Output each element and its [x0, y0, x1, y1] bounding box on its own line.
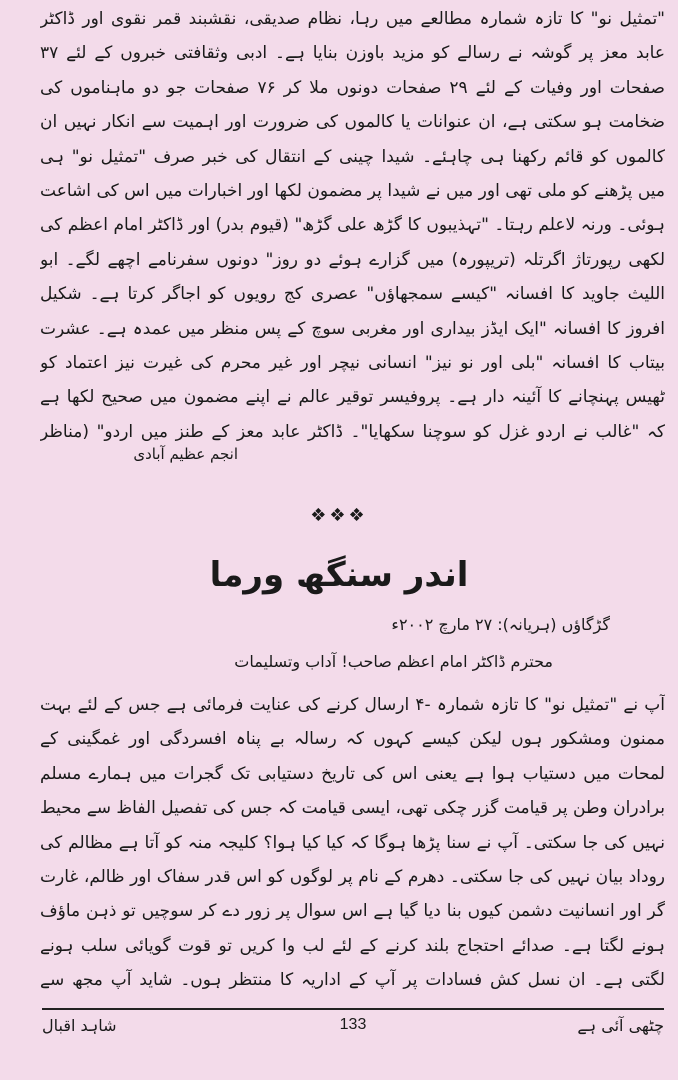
letter-paragraph: آپ نے "تمثیل نو" کا تازہ شمارہ -۴ ارسال کرنے کی عنایت فرمائی ہے جس کے لئے بہت ممنون ومشکور ہوں لیکن کیسے کہوں کہ رسالہ بے پناہ افسردگی اور غمگینی کے لمحات میں دستیاب ہوا ہے یعنی اس کی تاریخ دستیابی تک گجرات میں ہمارے مسلم برادران وطن پر قیامت گزر چکی تھی، ایسی قیامت کہ جس کی تفصیل الفاظ سے محیط نہیں کی جا سکتی۔ آپ نے سنا پڑھا ہوگا کہ کیا کیا ہوا؟ کلیجہ منہ کو آتا ہے مظالم کی روداد بیان نہیں کی جا سکتی۔ دھرم کے نام پر لوگوں کو اس قدر سفاک اور ظالم، غارت گر اور انسانیت دشمن کیوں بنا دیا گیا ہے اس سوال پر زور دے کر سوچیں تو ذہن ماؤف ہونے لگتا ہے۔ صدائے احتجاج بلند کرنے کے لئے لب وا کریں تو قوت گویائی سلب ہونے لگتی ہے۔ ان نسل کش فسادات پر آپ کے اداریہ کا منتظر ہوں۔ شاید آپ مجھ سے: [40, 695, 665, 991]
letter-salutation: محترم ڈاکٹر امام اعظم صاحب! آداب وتسلیمات: [234, 652, 553, 671]
letter-paragraph: "تمثیل نو" کا تازہ شمارہ مطالعے میں رہا، نظام صدیقی، نقشبند قمر نقوی اور ڈاکٹر عابد معز پر گوشہ نے رسالے کو مزید باوزن بنایا ہے۔ ادبی وثقافتی خبروں کے لئے ۳۷ صفحات اور وفیات کے لئے ۲۹ صفحات دونوں ملا کر ۷۶ صفحات جو دو ماہناموں کی ضخامت ہو سکتی ہے، ان عنوانات یا کالموں کی ضرورت اور اہمیت سے انکار نہیں ان کالموں کو قائم رکھنا ہی چاہئے۔ شیدا چینی کے انتقال کی خبر صرف "تمثیل نو" ہی میں پڑھنے کو ملی تھی اور میں نے شیدا پر مضمون لکھا اور اخبارات میں اس کی اشاعت ہوئی۔ ورنہ لاعلم رہتا۔ "تہذیبوں کا گڑھ علی گڑھ" (قیوم بدر) اور ڈاکٹر امام اعظم کی لکھی رپورتاژ اگرتلہ (تریپورہ) میں گزارے ہوئے دو روز" دونوں سفرنامے اچھے لگے۔ ابو اللیث جاوید کا افسانہ "کیسے سمجھاؤں" عصری کج رویوں کو اجاگر کرتا ہے۔ شکیل افروز کا افسانہ "ایک ایڈز بیداری اور مغربی سوچ کے پس منظر میں عمدہ ہے۔ عشرت بیتاب کا افسانہ "بلی اور نو نیز" انسانی نیچر اور غیر محرم کی غیرت نیز اعتماد کو ٹھیس پہنچانے کا آئینہ دار ہے۔ پروفیسر توقیر عالم نے اپنے مضمون میں صحیح لکھا ہے کہ "غالب نے اردو غزل کو سوچنا سکھایا"۔ ڈاکٹر عابد معز کے طنز میں اردو" (مناظر: [40, 9, 665, 442]
letter-place-date: گڑگاؤں (ہریانہ): ۲۷ مارچ ۲۰۰۲ء: [391, 615, 610, 634]
page-number: 133: [339, 1016, 367, 1033]
footer-author: شاہد اقبال: [42, 1016, 117, 1035]
footer-section-title: چٹھی آئی ہے: [577, 1016, 664, 1035]
footer-divider: [42, 1008, 664, 1010]
section-ornament: ❖❖❖: [310, 505, 368, 526]
letter-signature: انجم عظیم آبادی: [133, 445, 238, 463]
page-footer: [42, 1016, 664, 1046]
letter-author-heading: اندر سنگھ ورما: [209, 555, 469, 595]
